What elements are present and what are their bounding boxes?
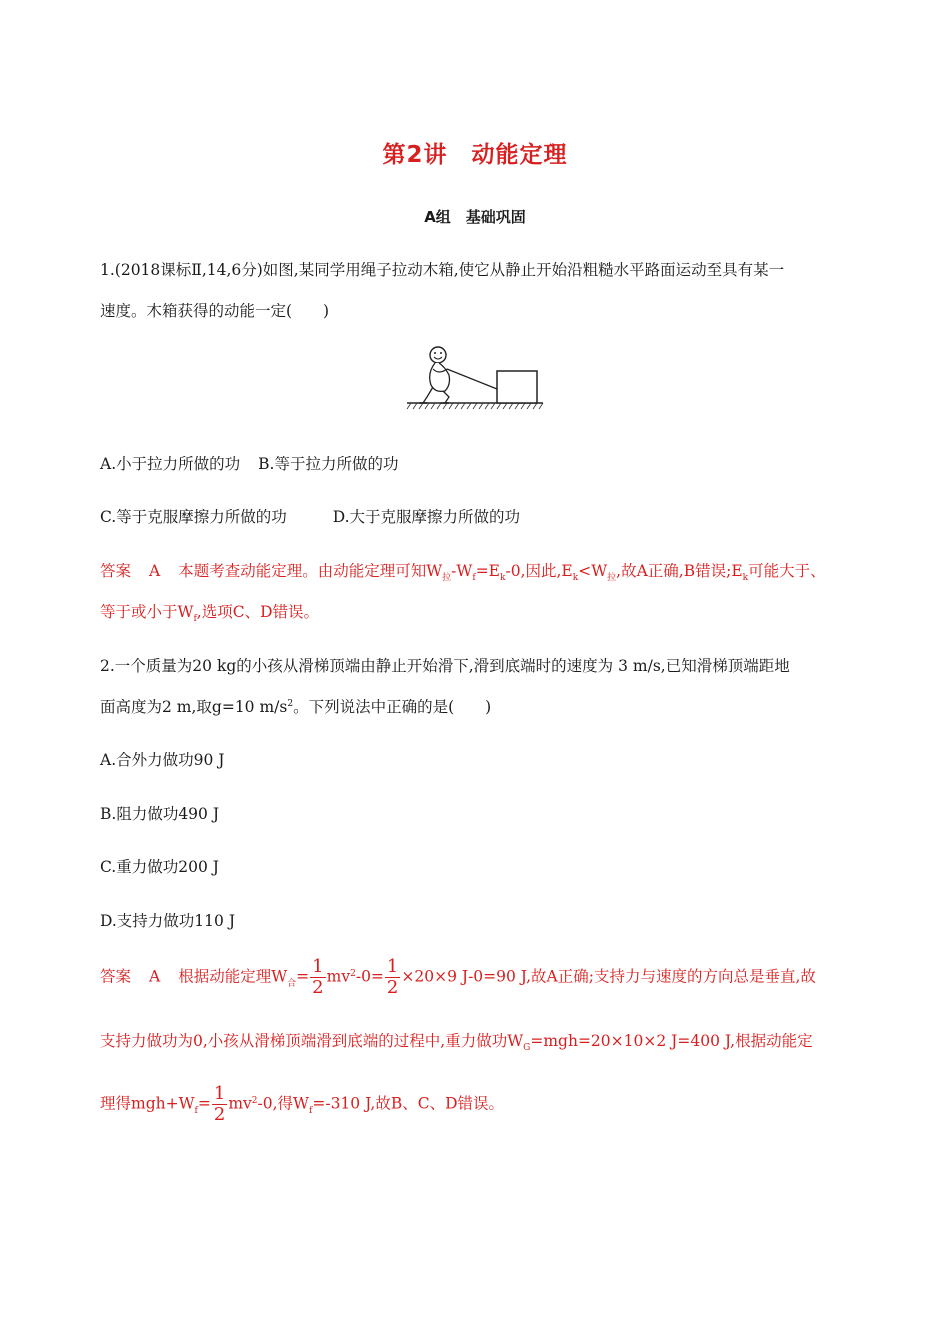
- a1-line2: 等于或小于$W_f$,选项C、D错误。: [100, 603, 319, 624]
- q1-option-c[interactable]: C.等于克服摩擦力所做的功: [100, 508, 287, 526]
- fraction-half: $\frac{1}{2}$: [386, 956, 399, 998]
- q1-option-d[interactable]: D.大于克服摩擦力所做的功: [332, 508, 521, 526]
- q1-option-b[interactable]: B.等于拉力所做的功: [258, 455, 399, 473]
- q2-option-a[interactable]: A.合外力做功90 J: [100, 751, 225, 769]
- a2-line2: 支持力做功为0,小孩从滑梯顶端滑到底端的过程中,重力做功$W_G=mgh=20\times 10\times 2$ J=400 J,根据动能定: [100, 1032, 813, 1053]
- q2-option-d[interactable]: D.支持力做功110 J: [100, 912, 236, 930]
- q1-options-row2: [100, 505, 520, 527]
- q2-option-c[interactable]: C.重力做功200 J: [100, 858, 219, 876]
- fraction-half: $\frac{1}{2}$: [312, 956, 324, 998]
- a1-label: 答案: [100, 562, 132, 580]
- q2-line1: 2.一个质量为20 kg的小孩从滑梯顶端由静止开始滑下,滑到底端时的速度为 3 m/s,已知滑梯顶端距地: [100, 657, 790, 675]
- person-pulling-box-figure: [405, 345, 545, 411]
- section-heading: A组 基础巩固: [424, 208, 526, 226]
- a2-choice: A: [149, 967, 161, 986]
- fraction-half: $\frac{1}{2}$: [213, 1083, 226, 1125]
- a1-choice: A: [149, 562, 161, 580]
- a2-label: 答案: [100, 967, 132, 986]
- q2-line2: 面高度为2 m,取g=10 $m/s^2$。下列说法中正确的是( ): [100, 698, 492, 716]
- q2-option-b[interactable]: B.阻力做功490 J: [100, 805, 220, 823]
- q1-line1: 1.(2018课标Ⅱ,14,6分)如图,某同学用绳子拉动木箱,使它从静止开始沿粗糙水平路面运动至具有某一: [100, 261, 785, 279]
- q1-options-row1: [100, 452, 398, 474]
- q1-line2: 速度。木箱获得的动能一定( ): [100, 302, 330, 320]
- a1-line1: 答案 A 本题考查动能定理。由动能定理可知$W_拉-W_f=E_k-0$,因此$,E_k<W_拉$,故A正确,B错误$;E_k$可能大于、: [100, 562, 826, 583]
- a2-line1: 答案 A 根据动能定理$W_合=$ $\frac{1}{2}$ $mv^2-0=$ $\frac{1}{2}$ ×20×9 J-0=90 J,故A正确;支持力与速度的方向总是垂直,故: [100, 956, 816, 998]
- q1-option-a[interactable]: A.小于拉力所做的功: [100, 455, 241, 473]
- page-title: 第2讲 动能定理: [382, 142, 568, 168]
- a2-line3: 理得$mgh+W_f=$ $\frac{1}{2}$ $mv^2-0$,得$W_f=-310$ J,故B、C、D错误。: [100, 1083, 504, 1125]
